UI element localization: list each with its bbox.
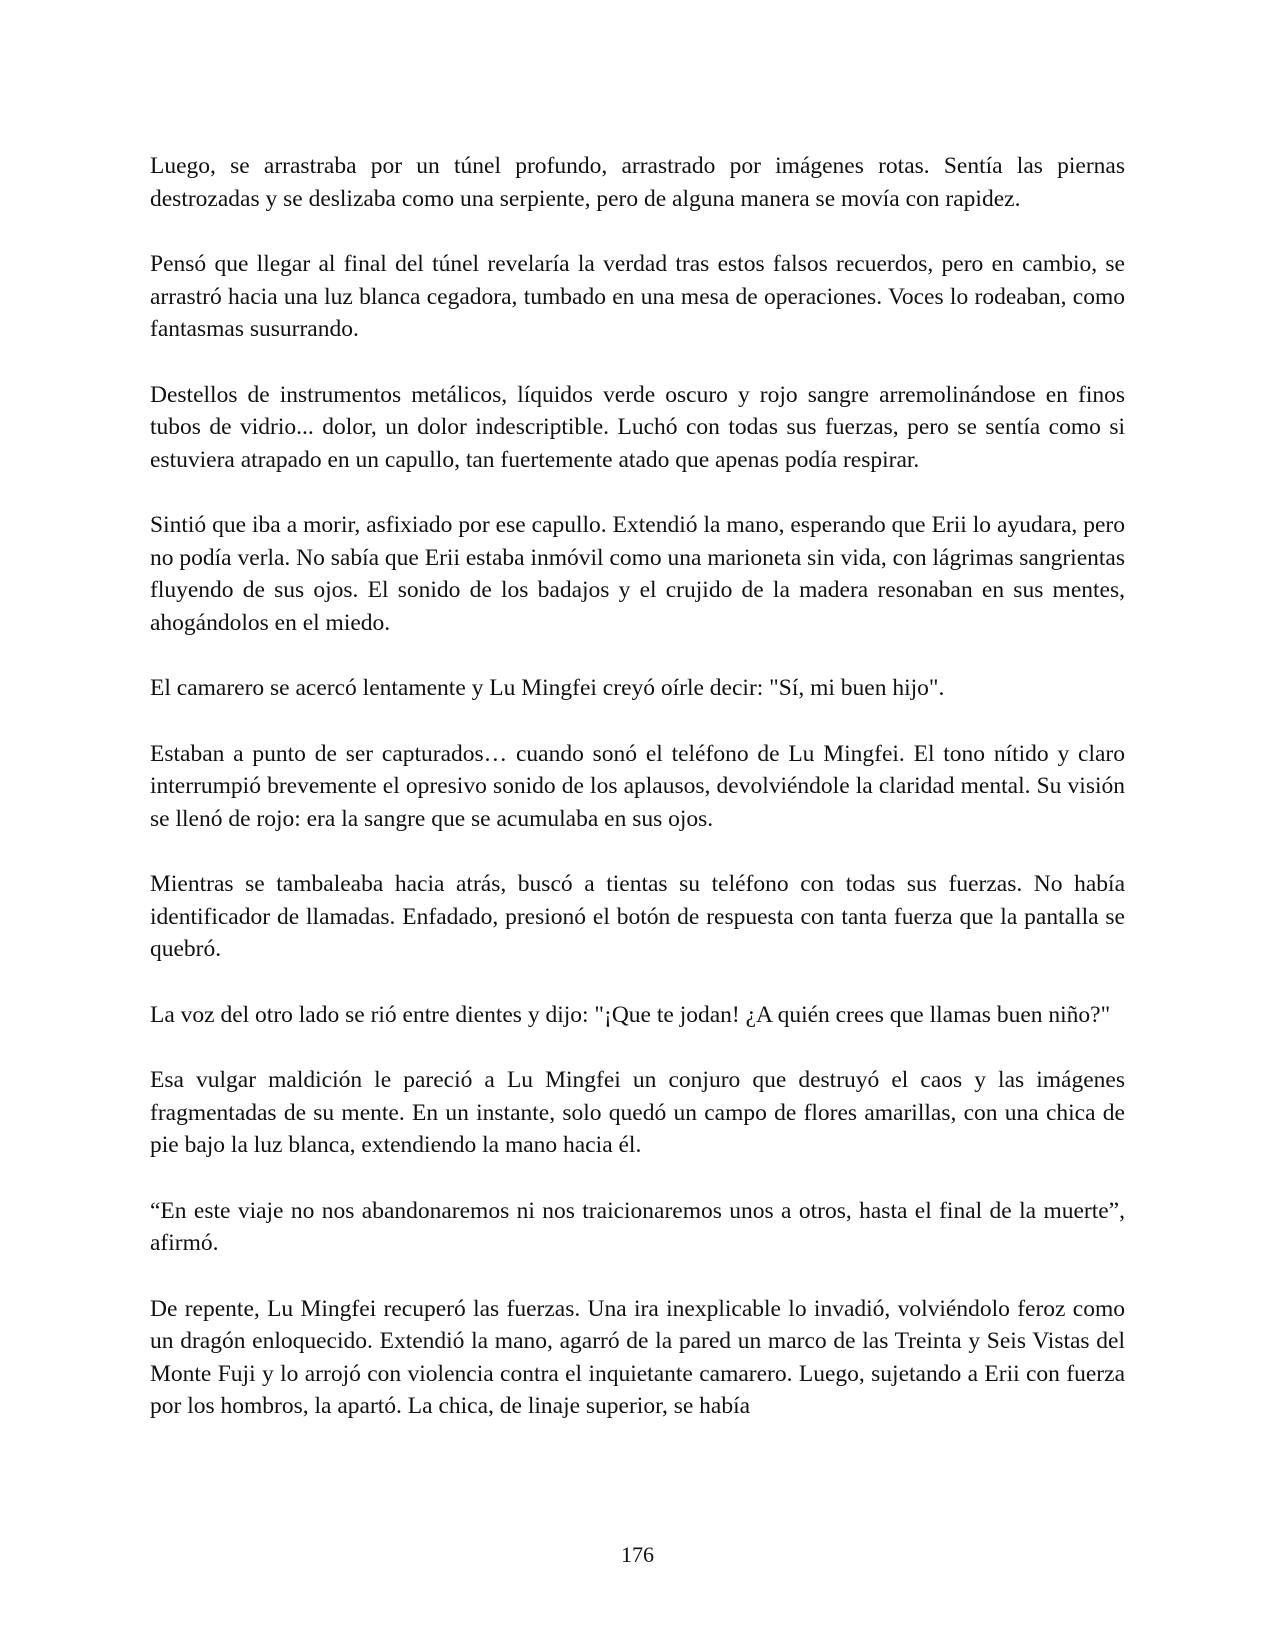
paragraph-11: De repente, Lu Mingfei recuperó las fuerzas. Una ira inexplicable lo invadió, volviéndolo feroz como un dragón enloquecido. Extendió la mano, agarró de la pared un marco de las Treinta y Seis Vistas del Monte Fuji y lo arrojó con violencia contra el inquietante camarero. Luego, sujetando a Erii con fuerza por los hombros, la apartó. La chica, de linaje superior, se había [150, 1295, 1125, 1419]
paragraph-5: El camarero se acercó lentamente y Lu Mingfei creyó oírle decir: "Sí, mi buen hijo". [150, 675, 945, 701]
body-text [150, 150, 1125, 1456]
paragraph-2: Pensó que llegar al final del túnel revelaría la verdad tras estos falsos recuerdos, pero en cambio, se arrastró hacia una luz blanca cegadora, tumbado en una mesa de operaciones. Voces lo rodeaban, como fantasmas susurrando. [150, 251, 1125, 342]
paragraph-3: Destellos de instrumentos metálicos, líquidos verde oscuro y rojo sangre arremolinándose en finos tubos de vidrio... dolor, un dolor indescriptible. Luchó con todas sus fuerzas, pero se sentía como si estuviera atrapado en un capullo, tan fuertemente atado que apenas podía respirar. [150, 381, 1125, 473]
paragraph-4: Sintió que iba a morir, asfixiado por ese capullo. Extendió la mano, esperando que Erii lo ayudara, pero no podía verla. No sabía que Erii estaba inmóvil como una marioneta sin vida, con lágrimas sangrientas fluyendo de sus ojos. El sonido de los badajos y el crujido de la madera resonaban en sus mentes, ahogándolos en el miedo. [150, 512, 1125, 636]
paragraph-10: “En este viaje no nos abandonaremos ni nos traicionaremos unos a otros, hasta el final de la muerte”, afirmó. [150, 1197, 1125, 1256]
paragraph-9: Esa vulgar maldición le pareció a Lu Mingfei un conjuro que destruyó el caos y las imágenes fragmentadas de su mente. En un instante, solo quedó un campo de flores amarillas, con una chica de pie bajo la luz blanca, extendiendo la mano hacia él. [150, 1067, 1125, 1158]
paragraph-1: Luego, se arrastraba por un túnel profundo, arrastrado por imágenes rotas. Sentía las piernas destrozadas y se deslizaba como una serpiente, pero de alguna manera se movía con rapidez. [150, 153, 1125, 212]
paragraph-8: La voz del otro lado se rió entre dientes y dijo: "¡Que te jodan! ¿A quién crees que llamas buen niño?" [150, 1001, 1111, 1028]
page-number: 176 [621, 1542, 654, 1567]
paragraph-6: Estaban a punto de ser capturados… cuando sonó el teléfono de Lu Mingfei. El tono nítido y claro interrumpió brevemente el opresivo sonido de los aplausos, devolviéndole la claridad mental. Su visión se llenó de rojo: era la sangre que se acumulaba en sus ojos. [150, 740, 1125, 832]
paragraph-7: Mientras se tambaleaba hacia atrás, buscó a tientas su teléfono con todas sus fuerzas. No había identificador de llamadas. Enfadado, presionó el botón de respuesta con tanta fuerza que la pantalla se quebró. [150, 871, 1125, 962]
